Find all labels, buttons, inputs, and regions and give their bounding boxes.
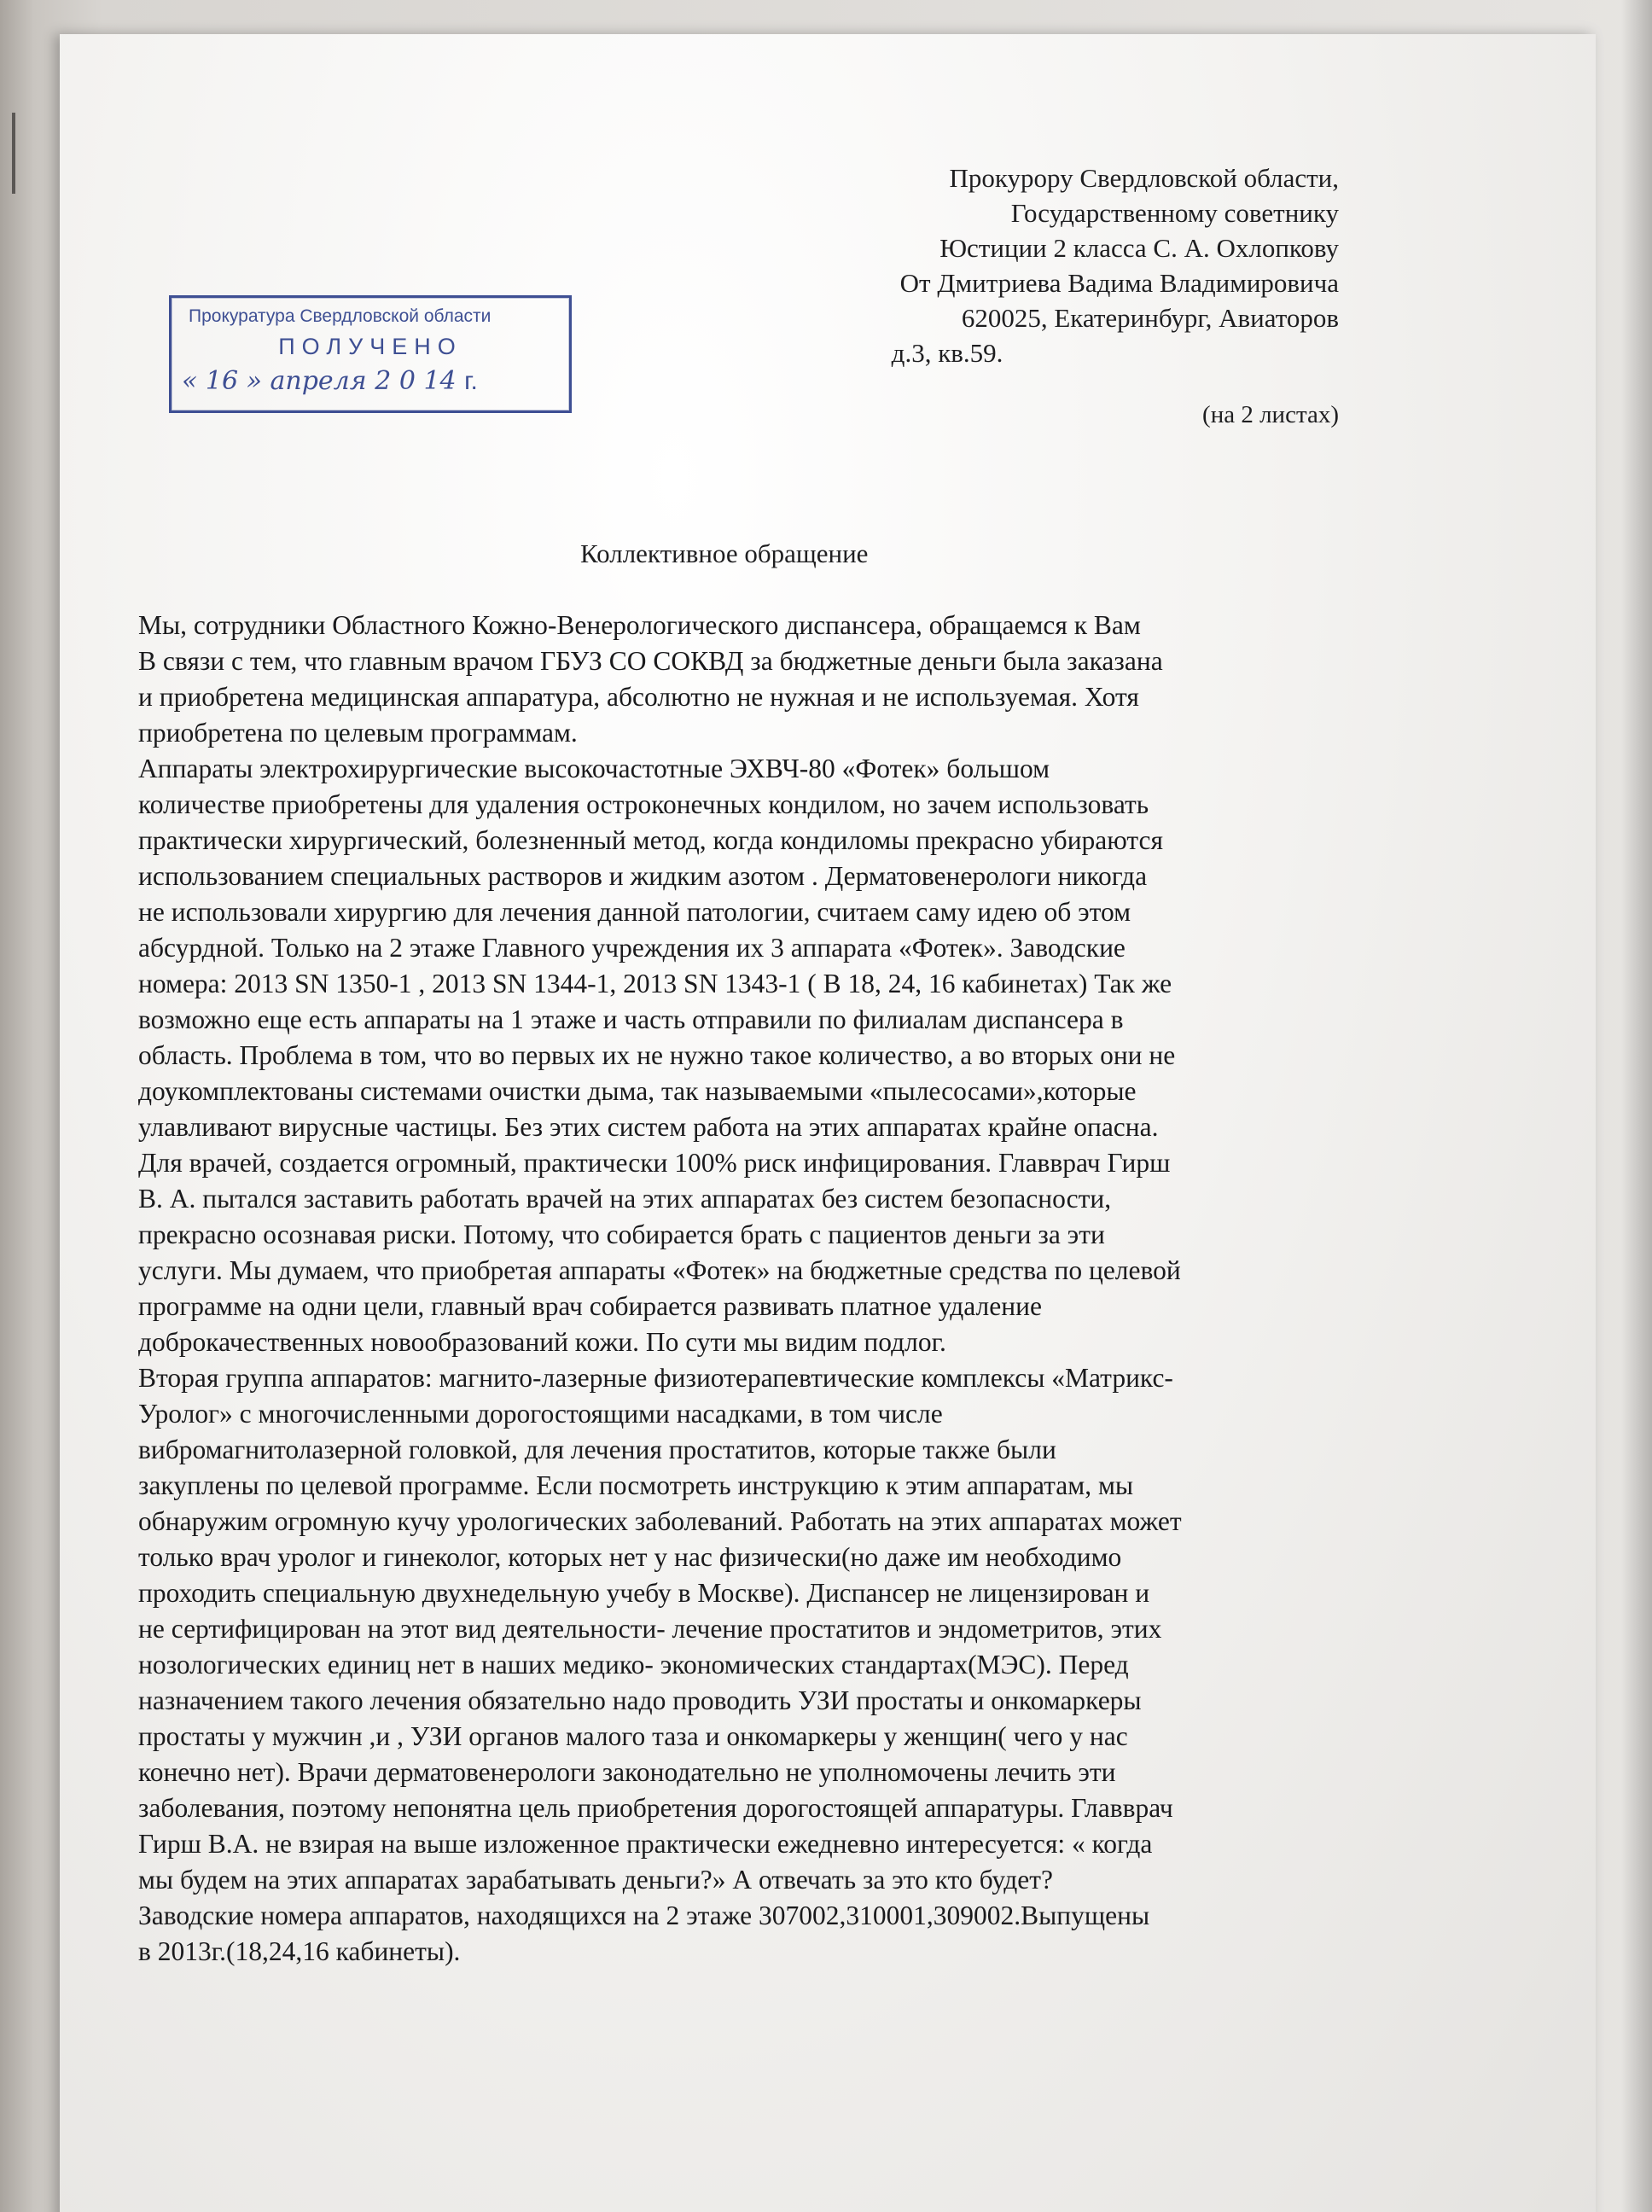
stamp-day: « 16 » bbox=[182, 366, 262, 396]
addressee-line: Юстиции 2 класса С. А. Охлопкову bbox=[939, 233, 1339, 263]
body-line: конечно нет). Врачи дерматовенерологи законодательно не уполномочены лечить эти bbox=[138, 1757, 1116, 1787]
body-line: абсурдной. Только на 2 этаже Главного учреждения их 3 аппарата «Фотек». Заводские bbox=[138, 933, 1126, 963]
received-stamp bbox=[169, 295, 572, 413]
body-line: область. Проблема в том, что во первых их не нужно такое количество, а во вторых они не bbox=[138, 1040, 1176, 1070]
addressee-line: Государственному советнику bbox=[1010, 198, 1339, 228]
stamp-year-suffix: г. bbox=[464, 367, 478, 395]
body-line: Уролог» с многочисленными дорогостоящими насадками, в том числе bbox=[138, 1399, 943, 1429]
body-line: использованием специальных растворов и жидким азотом . Дерматовенерологи никогда bbox=[138, 861, 1148, 891]
stamp-status: ПОЛУЧЕНО bbox=[278, 334, 462, 359]
body-line: не сертифицирован на этот вид деятельности- лечение простатитов и эндометритов, этих bbox=[138, 1614, 1162, 1644]
stamp-date bbox=[182, 366, 478, 396]
body-line: номера: 2013 SN 1350-1 , 2013 SN 1344-1, 2013 SN 1343-1 ( В 18, 24, 16 кабинетах) Так же bbox=[138, 969, 1172, 998]
body-line: Гирш В.А. не взирая на выше изложенное практически ежедневно интересуется: « когда bbox=[138, 1829, 1153, 1859]
body-line: Для врачей, создается огромный, практически 100% риск инфицирования. Главврач Гирш bbox=[138, 1148, 1171, 1178]
body-line: программе на одни цели, главный врач собирается развивать платное удаление bbox=[138, 1291, 1042, 1321]
body-line: в 2013г.(18,24,16 кабинеты). bbox=[138, 1936, 461, 1966]
stamp-month: апреля bbox=[270, 366, 367, 396]
body-line: возможно еще есть аппараты на 1 этаже и часть отправили по филиалам диспансера в bbox=[138, 1004, 1124, 1034]
addressee-line: От Дмитриева Вадима Владимировича bbox=[899, 268, 1339, 298]
body-line: нозологических единиц нет в наших медико- экономических стандартах(МЭС). Перед bbox=[138, 1650, 1129, 1679]
body-line: и приобретена медицинская аппаратура, абсолютно не нужная и не используемая. Хотя bbox=[138, 682, 1139, 712]
body-line: Мы, сотрудники Областного Кожно-Венерологического диспансера, обращаемся к Вам bbox=[138, 610, 1141, 640]
body-line: назначением такого лечения обязательно надо проводить УЗИ простаты и онкомаркеры bbox=[138, 1685, 1142, 1715]
body-line: улавливают вирусные частицы. Без этих систем работа на этих аппаратах крайне опасна. bbox=[138, 1112, 1159, 1142]
body-line: В. А. пытался заставить работать врачей на этих аппаратах без систем безопасности, bbox=[138, 1184, 1112, 1214]
body-line: простаты у мужчин ,и , УЗИ органов малого таза и онкомаркеры у женщин( чего у нас bbox=[138, 1721, 1128, 1751]
body-line: обнаружим огромную кучу урологических заболеваний. Работать на этих аппаратах может bbox=[138, 1506, 1182, 1536]
body-line: количестве приобретены для удаления остроконечных кондилом, но зачем использовать bbox=[138, 789, 1149, 819]
body-line: вибромагнитолазерной головкой, для лечения простатитов, которые также были bbox=[138, 1435, 1056, 1464]
body-line: Аппараты электрохирургические высокочастотные ЭХВЧ-80 «Фотек» большом bbox=[138, 754, 1050, 783]
body-line: заболевания, поэтому непонятна цель приобретения дорогостоящей аппаратуры. Главврач bbox=[138, 1793, 1173, 1823]
body-line: В связи с тем, что главным врачом ГБУЗ СО СОКВД за бюджетные деньги была заказана bbox=[138, 646, 1163, 676]
body-line: доброкачественных новообразований кожи. По сути мы видим подлог. bbox=[138, 1327, 946, 1357]
right-shadow bbox=[1621, 0, 1652, 2212]
body-line: прекрасно осознавая риски. Потому, что собирается брать с пациентов деньги за эти bbox=[138, 1220, 1105, 1249]
stamp-organization: Прокуратура Свердловской области bbox=[189, 306, 492, 326]
body-line: Заводские номера аппаратов, находящихся на 2 этаже 307002,310001,309002.Выпущены bbox=[138, 1901, 1150, 1930]
body-line: доукомплектованы системами очистки дыма, так называемыми «пылесосами»,которые bbox=[138, 1076, 1137, 1106]
document-body bbox=[138, 608, 1376, 1970]
document-title: Коллективное обращение bbox=[580, 538, 869, 568]
addressee-block bbox=[891, 160, 1339, 370]
body-line: Вторая группа аппаратов: магнито-лазерные физиотерапевтические комплексы «Матрикс- bbox=[138, 1363, 1173, 1393]
body-line: проходить специальную двухнедельную учебу в Москве). Диспансер не лицензирован и bbox=[138, 1578, 1150, 1608]
addressee-line: 620025, Екатеринбург, Авиаторов bbox=[961, 303, 1339, 333]
body-line: практически хирургический, болезненный метод, когда кондиломы прекрасно убираются bbox=[138, 825, 1164, 855]
body-line: закуплены по целевой программе. Если посмотреть инструкцию к этим аппаратам, мы bbox=[138, 1470, 1134, 1500]
addressee-line: д.3, кв.59. bbox=[891, 338, 1003, 368]
binder-edge-mark bbox=[12, 113, 15, 194]
body-line: услуги. Мы думаем, что приобретая аппараты «Фотек» на бюджетные средства по целевой bbox=[138, 1255, 1181, 1285]
body-line: только врач уролог и гинеколог, которых нет у нас физически(но даже им необходимо bbox=[138, 1542, 1122, 1572]
sheet-count-note: (на 2 листах) bbox=[1202, 401, 1339, 428]
body-line: мы будем на этих аппаратах зарабатывать деньги?» А отвечать за это кто будет? bbox=[138, 1865, 1053, 1895]
body-line: не использовали хирургию для лечения данной патологии, считаем саму идею об этом bbox=[138, 897, 1131, 927]
stamp-year: 2 0 14 bbox=[375, 366, 457, 396]
body-line: приобретена по целевым программам. bbox=[138, 718, 578, 748]
addressee-line: Прокурору Свердловской области, bbox=[949, 163, 1339, 193]
